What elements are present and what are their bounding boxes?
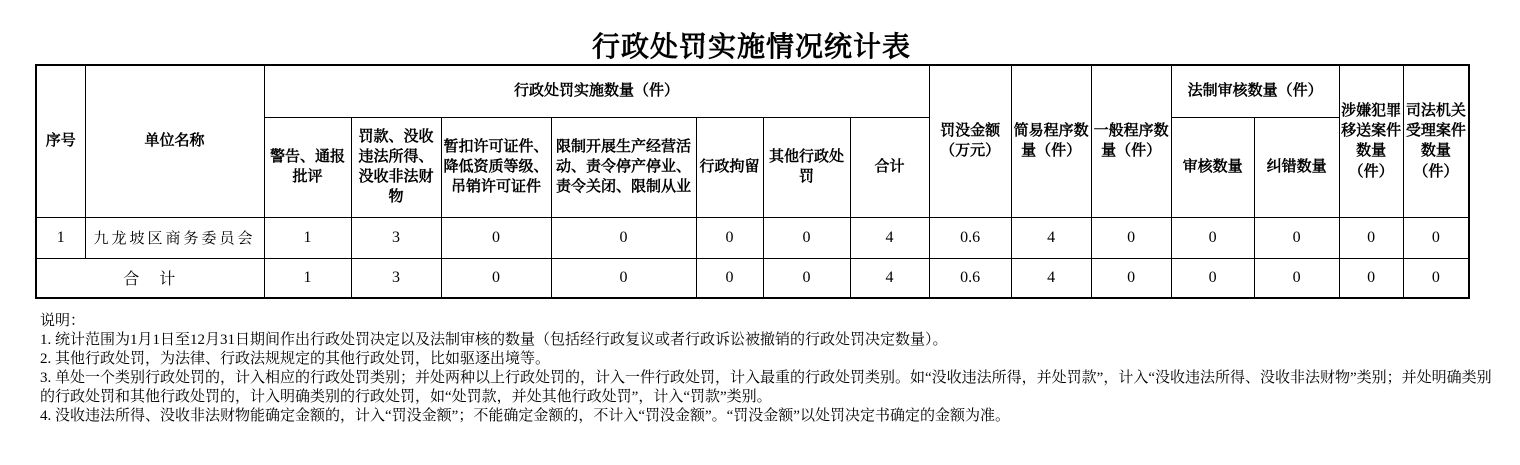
unit-name-cell: 九龙坡区商务委员会	[85, 217, 264, 258]
cell-judicial-accept: 0	[1403, 217, 1469, 258]
total-cell-amount: 0.6	[929, 258, 1011, 298]
total-cell-restrict: 0	[551, 258, 696, 298]
header-unit-cell: 单位名称	[85, 65, 264, 217]
total-cell-other: 0	[763, 258, 850, 298]
header-restrict-cell: 限制开展生产经营活动、责令停产停业、责令关闭、限制从业	[551, 117, 696, 217]
note-line-3: 3. 单处一个类别行政处罚的，计入相应的行政处罚类别；并处两种以上行政处罚的，计入一件行政处罚，计入最重的行政处罚类别。如“没收违法所得，并处罚款”，计入“没收违法所得、没收非法财物”类别；并处明确类别的行政处罚和其他行政处罚的，计入明确类别的行政处罚，如“处罚款，并处其他行政处罚”，计入“罚款”类别。	[40, 370, 1492, 405]
header-subtotal-cell: 合计	[850, 117, 929, 217]
cell-subtotal: 4	[850, 217, 929, 258]
total-cell-review-count: 0	[1171, 258, 1254, 298]
header-review-group-cell: 法制审核数量（件）	[1171, 65, 1339, 117]
notes-heading: 说明：	[40, 313, 86, 329]
note-line-2: 2. 其他行政处罚，为法律、行政法规规定的其他行政处罚，比如驱逐出境等。	[40, 351, 551, 367]
total-cell-fine: 3	[351, 258, 441, 298]
header-general-procedure-cell: 一般程序数量（件）	[1091, 65, 1171, 217]
cell-simple-procedure: 4	[1011, 217, 1091, 258]
header-warning-cell: 警告、通报批评	[264, 117, 351, 217]
total-cell-crime-transfer: 0	[1339, 258, 1403, 298]
total-cell-suspend: 0	[441, 258, 551, 298]
notes-block	[40, 312, 1502, 426]
cell-fine: 3	[351, 217, 441, 258]
total-cell-detention: 0	[696, 258, 763, 298]
header-judicial-accept-cell: 司法机关受理案件数量（件）	[1403, 65, 1469, 217]
cell-amount: 0.6	[929, 217, 1011, 258]
row-index-cell: 1	[36, 217, 85, 258]
penalty-statistics-table	[35, 64, 1470, 299]
cell-other: 0	[763, 217, 850, 258]
cell-crime-transfer: 0	[1339, 217, 1403, 258]
cell-warning: 1	[264, 217, 351, 258]
cell-correction-count: 0	[1254, 217, 1339, 258]
total-cell-correction-count: 0	[1254, 258, 1339, 298]
total-cell-judicial-accept: 0	[1403, 258, 1469, 298]
total-cell-subtotal: 4	[850, 258, 929, 298]
header-amount-cell: 罚没金额（万元）	[929, 65, 1011, 217]
header-crime-transfer-cell: 涉嫌犯罪移送案件数量（件）	[1339, 65, 1403, 217]
total-label-cell: 合 计	[36, 258, 264, 298]
header-penalty-group-cell: 行政处罚实施数量（件）	[264, 65, 929, 117]
page-title: 行政处罚实施情况统计表	[591, 32, 911, 63]
cell-detention: 0	[696, 217, 763, 258]
total-row	[36, 258, 1469, 298]
header-simple-procedure-cell: 简易程序数量（件）	[1011, 65, 1091, 217]
header-row-groups	[36, 65, 1469, 117]
total-cell-simple-procedure: 4	[1011, 258, 1091, 298]
header-other-cell: 其他行政处罚	[763, 117, 850, 217]
note-line-4: 4. 没收违法所得、没收非法财物能确定金额的，计入“罚没金额”；不能确定金额的，不计入“罚没金额”。“罚没金额”以处罚决定书确定的金额为准。	[40, 408, 1010, 424]
total-cell-general-procedure: 0	[1091, 258, 1171, 298]
header-fine-cell: 罚款、没收违法所得、没收非法财物	[351, 117, 441, 217]
header-review-count-cell: 审核数量	[1171, 117, 1254, 217]
cell-general-procedure: 0	[1091, 217, 1171, 258]
header-detention-cell: 行政拘留	[696, 117, 763, 217]
total-cell-warning: 1	[264, 258, 351, 298]
cell-suspend: 0	[441, 217, 551, 258]
header-suspend-cell: 暂扣许可证件、降低资质等级、吊销许可证件	[441, 117, 551, 217]
table-row	[36, 217, 1469, 258]
note-line-1: 1. 统计范围为1月1日至12月31日期间作出行政处罚决定以及法制审核的数量（包括经行政复议或者行政诉讼被撤销的行政处罚决定数量）。	[40, 332, 948, 348]
cell-review-count: 0	[1171, 217, 1254, 258]
header-correction-count-cell: 纠错数量	[1254, 117, 1339, 217]
cell-restrict: 0	[551, 217, 696, 258]
header-index-cell: 序号	[36, 65, 85, 217]
